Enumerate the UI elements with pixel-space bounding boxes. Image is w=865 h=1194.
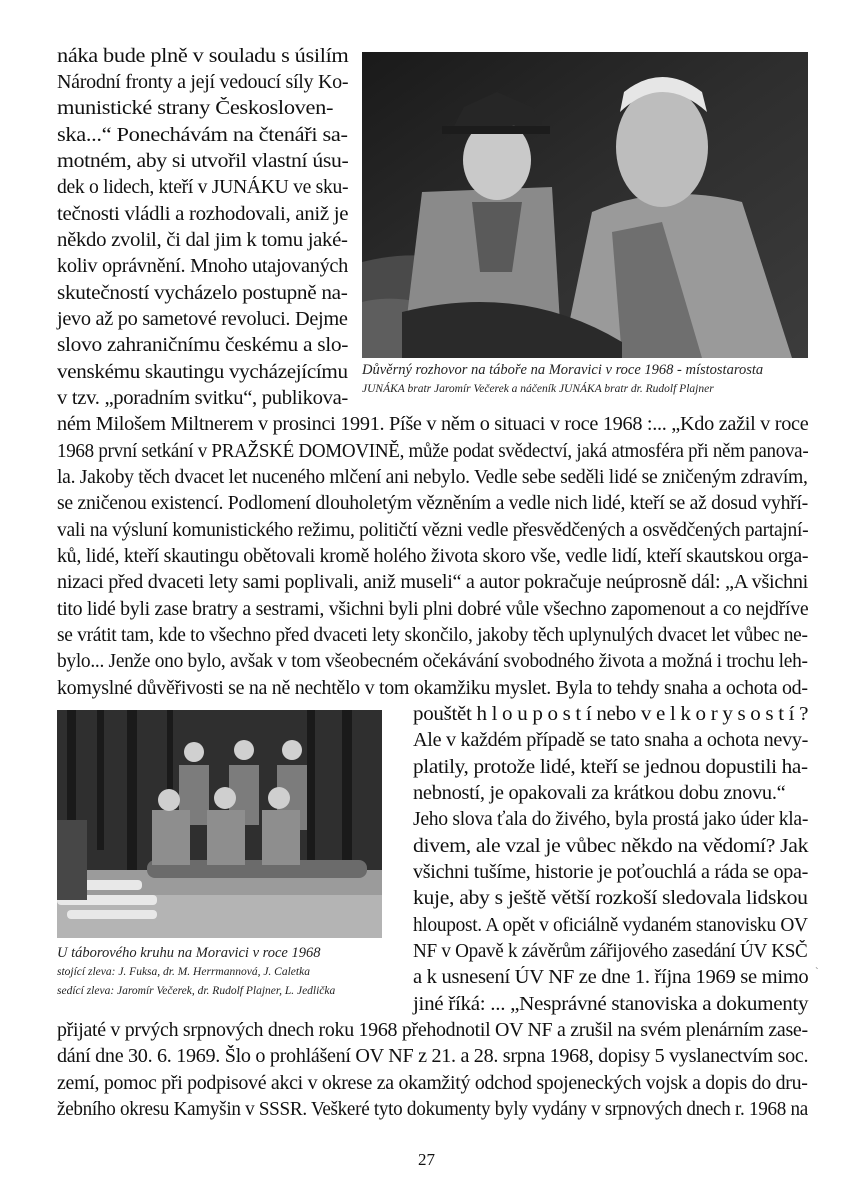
caption-bottom-line: sedící zleva: Jaromír Večerek, dr. Rudolf Plajner, L. Jedlička xyxy=(57,985,336,997)
text-line: nizaci před dvaceti lety sami poplivali, aniž museli“ a autor pokračuje neúprosně dál: „A všichni xyxy=(57,572,809,593)
text-line: ném Milošem Miltnerem v prosinci 1991. Píše v něm o situaci v roce 1968 :... „Kdo zažil v roce xyxy=(57,414,809,435)
text-line: jiné říká: ... „Nesprávné stanoviska a dokumenty xyxy=(413,994,809,1015)
text-line: v tzv. „poradním svitku“, publikova- xyxy=(57,388,348,409)
text-line: a k usnesení ÚV NF ze dne 1. října 1969 se mimo xyxy=(413,967,809,988)
text-line: tito lidé byli zase bratry a sestrami, všichni byli plni dobré vůle všechno zapomenout a co nejdříve xyxy=(57,599,809,620)
text-line: platily, protože lidé, kteří se jednou dopustili ha- xyxy=(413,757,808,778)
text-line: ska...“ Ponechávám na čtenáři sa- xyxy=(57,125,348,146)
text-line: všichni tušíme, historie je poťouchlá a ráda se opa- xyxy=(413,862,809,883)
caption-top-line: Důvěrný rozhovor na táboře na Moravici v roce 1968 - místostarosta xyxy=(362,362,764,378)
photo-two-scouts xyxy=(362,52,808,358)
caption-top-photo xyxy=(362,361,808,399)
caption-bottom-photo xyxy=(57,944,387,1001)
text-line: jevo až po sametové revoluci. Dejme xyxy=(57,309,348,330)
text-line: přijaté v prvých srpnových dnech roku 1968 přehodnotil OV NF a zrušil na svém plenárním zase- xyxy=(57,1020,808,1041)
text-line: náka bude plně v souladu s úsilím xyxy=(57,46,349,67)
text-line: divem, ale vzal je vůbec někdo na vědomí? Jak xyxy=(413,836,809,857)
text-line: skutečností vycházelo postupně na- xyxy=(57,283,348,304)
caption-top-line: JUNÁKA bratr Jaromír Večerek a náčeník JUNÁKA bratr dr. Rudolf Plajner xyxy=(362,383,714,395)
caption-bottom-line: stojící zleva: J. Fuksa, dr. M. Herrmannová, J. Caletka xyxy=(57,966,310,978)
text-line: zemí, pomoc při podpisové akci v okrese za okamžitý odchod spojeneckých vojsk a dopis do dru- xyxy=(57,1073,808,1094)
text-line: Ale v každém případě se tato snaha a ochota nevy- xyxy=(413,730,809,751)
text-line: se vrátit tam, kde to všechno před dvaceti lety skončilo, jakoby těch uplynulých dvacet let vůbec ne- xyxy=(57,625,808,646)
text-line: dek o lidech, kteří v JUNÁKU ve sku- xyxy=(57,177,349,198)
text-line: se zničenou existencí. Podlomení dlouholetým vězněním a vedle nich lidé, kteří se až dosud vyhří- xyxy=(57,493,808,514)
caption-bottom-line: U táborového kruhu na Moravici v roce 1968 xyxy=(57,945,321,961)
text-line: tečnosti vládli a rozhodovali, aniž je xyxy=(57,204,349,225)
text-line: slovo zahraničnímu českému a slo- xyxy=(57,335,349,356)
text-line: komyslné důvěřivosti se na ně nechtělo v tom okamžiku myslet. Byla to tehdy snaha a ochota od- xyxy=(57,678,808,699)
text-line: venskému skautingu vycházejícímu xyxy=(57,362,348,383)
text-line: ků, lidé, kteří skautingu obětovali kromě holého života skoro vše, vedle lidí, kteří skautskou orga- xyxy=(57,546,809,567)
text-line: dání dne 30. 6. 1969. Šlo o prohlášení OV NF z 21. a 28. srpna 1968, dopisy 5 vyslanectvím soc. xyxy=(57,1046,809,1067)
text-line: nebností, je opakovali za krátkou dobu znovu.“ xyxy=(413,783,786,804)
text-line: někdo zvolil, či dal jim k tomu jaké- xyxy=(57,230,348,251)
photo-campfire-group xyxy=(57,710,382,938)
page-number: 27 xyxy=(418,1150,435,1169)
text-line: žebního okresu Kamyšin v SSSR. Veškeré tyto dokumenty byly vydány v srpnových dnech r. 1968 na xyxy=(57,1099,808,1120)
text-line: 1968 první setkání v PRAŽSKÉ DOMOVINĚ, může podat svědectví, jaká atmosféra při něm panova- xyxy=(57,441,809,462)
text-line: Národní fronty a její vedoucí síly Ko- xyxy=(57,72,349,93)
text-line: NF v Opavě k závěrům zářijového zasedání ÚV KSČ xyxy=(413,941,808,962)
text-line: kuje, aby s ještě větší rozkoší sledovala lidskou xyxy=(413,888,808,909)
text-line: munistické strany Českosloven- xyxy=(57,98,334,119)
text-line: bylo... Jenže ono bylo, avšak v tom všeobecném očekávání svobodného života a možná i trochu leh- xyxy=(57,651,808,672)
text-line: la. Jakoby těch dvacet let nuceného mlčení ani nebylo. Vedle sebe seděli lidé se zničeným zdravím, xyxy=(57,467,808,488)
text-line: Jeho slova ťala do živého, byla prostá jako úder kla- xyxy=(413,809,809,830)
text-line: vali na výsluní komunistického režimu, političtí vězni vedle přesvědčených a osvědčených partajní- xyxy=(57,520,809,541)
text-line: koliv oprávnění. Mnoho utajovaných xyxy=(57,256,348,277)
text-line: hloupost. A opět v oficiálně vydaném stanovisku OV xyxy=(413,915,808,936)
text-line: pouštět h l o u p o s t í nebo v e l k o r y s o s t í ? xyxy=(413,704,809,725)
text-line: motném, aby si utvořil vlastní úsu- xyxy=(57,151,349,172)
margin-mark: ` xyxy=(815,966,819,978)
